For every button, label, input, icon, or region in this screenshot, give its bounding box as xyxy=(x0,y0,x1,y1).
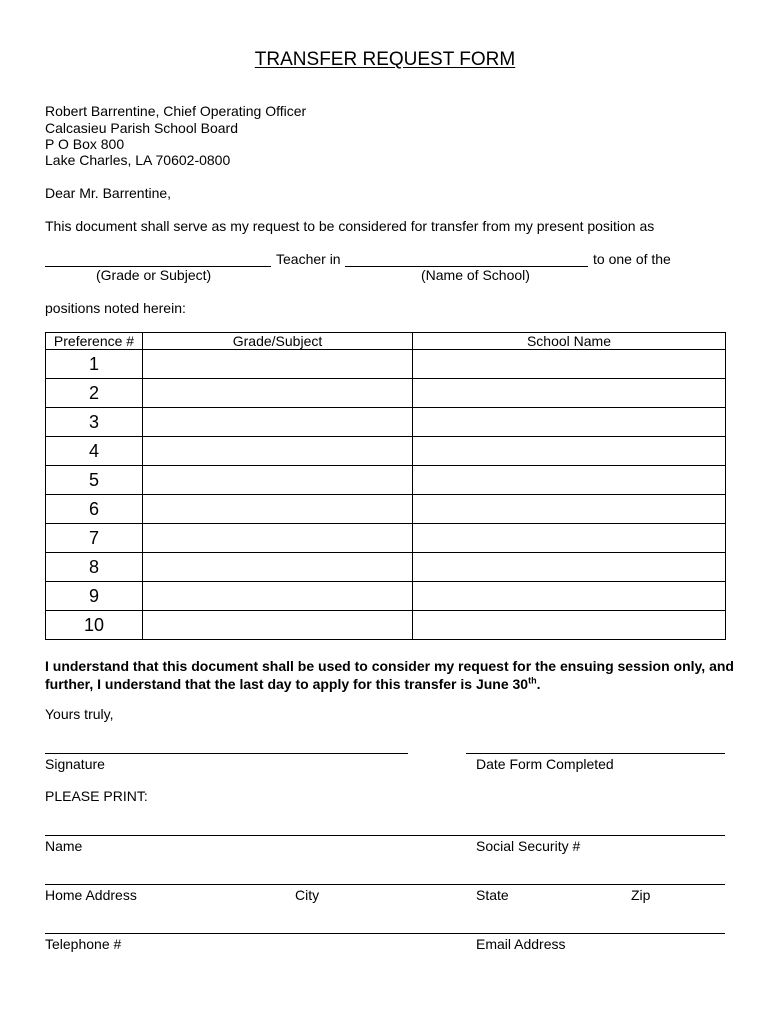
school-name-cell[interactable] xyxy=(413,582,726,611)
table-row xyxy=(46,495,726,524)
intro-text: This document shall serve as my request to be considered for transfer from my present position as xyxy=(45,218,655,234)
ssn-label: Social Security # xyxy=(476,838,581,854)
understanding-end: . xyxy=(536,676,541,692)
closing: Yours truly, xyxy=(45,706,114,722)
address-line-2: Calcasieu Parish School Board xyxy=(45,120,238,136)
page-title: TRANSFER REQUEST FORM xyxy=(254,49,516,70)
grade-subject-cell[interactable] xyxy=(143,553,413,582)
understanding-statement xyxy=(45,657,735,693)
school-name-cell[interactable] xyxy=(413,495,726,524)
column-header: Grade/Subject xyxy=(143,333,413,350)
table-row xyxy=(46,553,726,582)
state-label: State xyxy=(476,887,509,903)
to-one-of-label: to one of the xyxy=(593,251,671,267)
date-label: Date Form Completed xyxy=(476,756,614,772)
table-row xyxy=(46,379,726,408)
home-address-label: Home Address xyxy=(45,887,137,903)
school-caption: (Name of School) xyxy=(421,267,530,283)
grade-subject-cell[interactable] xyxy=(143,611,413,640)
grade-subject-cell[interactable] xyxy=(143,379,413,408)
grade-subject-cell[interactable] xyxy=(143,437,413,466)
preference-number: 6 xyxy=(46,495,143,524)
school-name-cell[interactable] xyxy=(413,437,726,466)
please-print: PLEASE PRINT: xyxy=(45,788,148,804)
school-name-cell[interactable] xyxy=(413,466,726,495)
school-name-cell[interactable] xyxy=(413,350,726,379)
school-name-cell[interactable] xyxy=(413,524,726,553)
preference-number: 9 xyxy=(46,582,143,611)
telephone-label: Telephone # xyxy=(45,936,122,952)
column-header: Preference # xyxy=(46,333,143,350)
preference-number: 10 xyxy=(46,611,143,640)
preference-table xyxy=(45,332,726,640)
table-row xyxy=(46,582,726,611)
grade-caption: (Grade or Subject) xyxy=(96,267,212,283)
address-line-4: Lake Charles, LA 70602-0800 xyxy=(45,152,231,168)
preference-number: 4 xyxy=(46,437,143,466)
teacher-in-label: Teacher in xyxy=(276,251,341,267)
preference-number: 5 xyxy=(46,466,143,495)
grade-subject-cell[interactable] xyxy=(143,350,413,379)
positions-noted: positions noted herein: xyxy=(45,300,186,316)
date-line[interactable] xyxy=(466,753,725,754)
table-row xyxy=(46,437,726,466)
table-row xyxy=(46,524,726,553)
school-name-cell[interactable] xyxy=(413,379,726,408)
preference-number: 7 xyxy=(46,524,143,553)
grade-subject-cell[interactable] xyxy=(143,408,413,437)
name-label: Name xyxy=(45,838,83,854)
grade-subject-cell[interactable] xyxy=(143,495,413,524)
grade-subject-cell[interactable] xyxy=(143,524,413,553)
table-row xyxy=(46,466,726,495)
school-name-cell[interactable] xyxy=(413,408,726,437)
preference-number: 2 xyxy=(46,379,143,408)
column-header: School Name xyxy=(413,333,726,350)
telephone-line[interactable] xyxy=(45,933,725,934)
address-line-3: P O Box 800 xyxy=(45,136,125,152)
signature-line[interactable] xyxy=(45,753,408,754)
signature-label: Signature xyxy=(45,756,105,772)
preference-number: 3 xyxy=(46,408,143,437)
school-name-cell[interactable] xyxy=(413,611,726,640)
school-name-cell[interactable] xyxy=(413,553,726,582)
preference-number: 8 xyxy=(46,553,143,582)
city-label: City xyxy=(295,887,320,903)
name-line[interactable] xyxy=(45,835,725,836)
table-row xyxy=(46,408,726,437)
table-row xyxy=(46,611,726,640)
address-line-1: Robert Barrentine, Chief Operating Officer xyxy=(45,103,307,119)
preference-number: 1 xyxy=(46,350,143,379)
salutation: Dear Mr. Barrentine, xyxy=(45,185,172,201)
table-row xyxy=(46,350,726,379)
understanding-text: I understand that this document shall be used to consider my request for the ensuing session only, and further, I understand that the last day to apply for this transfer is June 30 xyxy=(45,658,734,692)
understanding-superscript: th xyxy=(528,675,537,686)
table-header-row xyxy=(46,333,726,350)
grade-subject-cell[interactable] xyxy=(143,582,413,611)
email-label: Email Address xyxy=(476,936,566,952)
zip-label: Zip xyxy=(631,887,651,903)
grade-subject-cell[interactable] xyxy=(143,466,413,495)
address-line[interactable] xyxy=(45,884,725,885)
